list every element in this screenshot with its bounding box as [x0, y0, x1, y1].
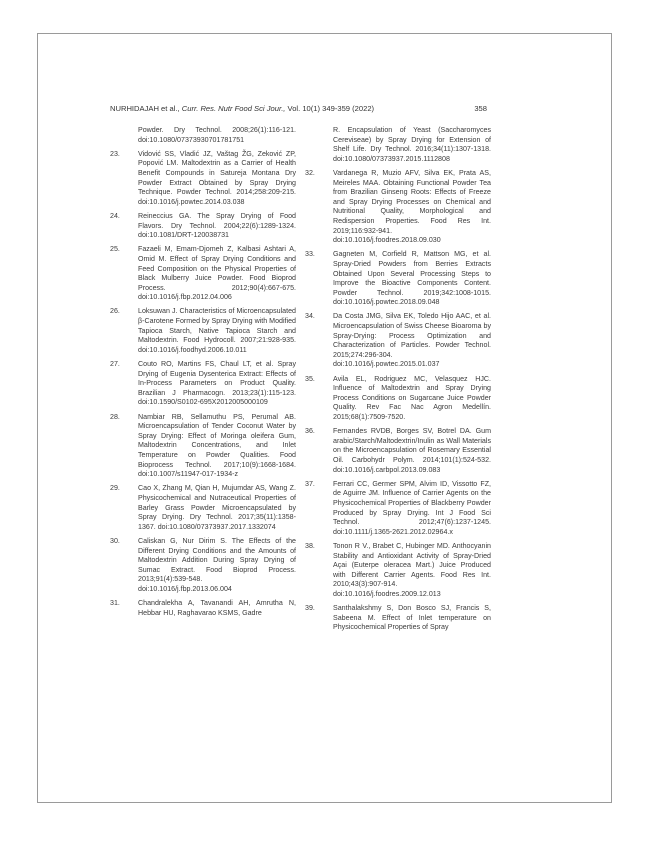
reference-item: [305, 126, 491, 164]
running-header: [110, 104, 487, 114]
reference-number: 26.: [110, 307, 120, 316]
reference-item: [110, 413, 296, 480]
reference-text: Loksuwan J. Characteristics of Microencapsulated β-Carotene Formed by Spray Drying with Modified Tapioca Starch, Native Tapioca Starch and Maltodextrin. Food Hydrocoll. 2007;21:928-935. doi:10.1016/j.foodhyd.2006.10.011: [138, 307, 296, 354]
reference-item: [305, 480, 491, 538]
reference-number: 27.: [110, 360, 120, 369]
reference-number: 39.: [305, 604, 315, 613]
reference-item: [110, 245, 296, 303]
reference-text: Santhalakshmy S, Don Bosco SJ, Francis S, Sabeena M. Effect of Inlet temperature on Physicochemical Properties of Spray: [333, 604, 491, 632]
reference-item: [110, 212, 296, 241]
reference-text: Reineccius GA. The Spray Drying of Food Flavors. Dry Technol. 2004;22(6):1289-1324. doi:10.1081/DRT-120038731: [138, 211, 296, 240]
reference-item: [305, 604, 491, 633]
reference-text: Caliskan G, Nur Dirim S. The Effects of the Different Drying Conditions and the Amounts of Maltodextrin Addition During Spray Drying of Sumac Extract. Food Bioprod Process. 2013;91(4):539-548. doi:10.1016/j.fbp.2013.06.004: [138, 536, 296, 593]
reference-number: 33.: [305, 250, 315, 259]
reference-item: [110, 150, 296, 208]
reference-number: 23.: [110, 149, 120, 158]
reference-item: [110, 484, 296, 532]
reference-text: Da Costa JMG, Silva EK, Toledo Hijo AAC, et al. Microencapsulation of Swiss Cheese Bioaroma by Spray-Drying: Process Optimization and Characterization of Particles. Powder Technol. 2015;274:296-304. doi:10.1016/j.powtec.2015.01.037: [333, 312, 491, 369]
reference-item: [110, 307, 296, 355]
reference-item: [110, 360, 296, 408]
reference-item: [305, 169, 491, 246]
reference-number: 30.: [110, 536, 120, 545]
header-journal: Curr. Res. Nutr Food Sci Jour.,: [181, 104, 286, 113]
reference-item: [305, 312, 491, 370]
page-number: 358: [474, 104, 487, 113]
reference-number: 32.: [305, 168, 315, 177]
reference-item: [110, 599, 296, 618]
reference-text: Chandralekha A, Tavanandi AH, Amrutha N, Hebbar HU, Raghavarao KSMS, Gadre: [138, 599, 296, 617]
reference-number: 25.: [110, 245, 120, 254]
reference-text: Couto RO, Martins FS, Chaul LT, et al. Spray Drying of Eugenia Dysenterica Extract: Effects of In-Process Parameters on Product Quality. Brazilian J Pharmacogn. 2013;23(1):115-123. doi:10.1590/S0102-695X2012005000109: [138, 360, 296, 407]
reference-item: [110, 537, 296, 595]
reference-text: Cao X, Zhang M, Qian H, Mujumdar AS, Wang Z. Physicochemical and Nutraceutical Properties of Barley Grass Powder Microencapsulated by Spray Drying. Dry Technol. 2017;35(11):1358-1367. doi:10.1080/07373937.2017.1332074: [138, 484, 296, 531]
reference-text: Fernandes RVDB, Borges SV, Botrel DA. Gum arabic/Starch/Maltodextrin/Inulin as Wall Materials on the Microencapsulation of Rosemary Essential Oil. Carbohydr Polym. 2014;101(1):524-532. doi:10.1016/j.carbpol.2013.09.083: [333, 427, 491, 474]
reference-text: Avila EL, Rodriguez MC, Velasquez HJC. Influence of Maltodextrin and Spray Drying Process Conditions on Sugarcane Juice Powder Quality. Rev Fac Nac Agron Medellín. 2015;68(1):7509-7520.: [333, 374, 491, 421]
reference-text: Vidović SS, Vladić JZ, Vaštag ŽG, Zeković ZP, Popović LM. Maltodextrin as a Carrier of Health Benefit Compounds in Satureja Montana Dry Powder Extract Obtained by Spray Drying Technique. Powder Technol. 2014;258:209-215. doi:10.1016/j.powtec.2014.03.038: [138, 149, 296, 206]
reference-text: Powder. Dry Technol. 2008;26(1):116-121. doi:10.1080/07373930701781751: [138, 126, 296, 144]
reference-number: 28.: [110, 412, 120, 421]
reference-number: 36.: [305, 427, 315, 436]
header-authors: NURHIDAJAH et al.,: [110, 104, 180, 113]
reference-item: [110, 126, 296, 145]
reference-item: [305, 375, 491, 423]
reference-number: 34.: [305, 312, 315, 321]
reference-number: 37.: [305, 479, 315, 488]
references-left-column: [110, 126, 296, 623]
reference-number: 38.: [305, 541, 315, 550]
reference-text: Tonon R V., Brabet C, Hubinger MD. Anthocyanin Stability and Antioxidant Activity of Spray-Dried Açai (Euterpe oleracea Mart.) Juice Produced with Different Carrier Agents. Food Res Int. 2010;43(3):907-914. doi:10.1016/j.foodres.2009.12.013: [333, 541, 491, 598]
references-right-column: [305, 126, 491, 637]
reference-text: Nambiar RB, Sellamuthu PS, Perumal AB. Microencapsulation of Tender Coconut Water by Spray Drying: Effect of Moringa oleifera Gum, Maltodextrin Concentrations, and Inlet Temperature on Powder Qualities. Food Bioprocess Technol. 2017;10(9):1668-1684. doi:10.1007/s11947-017-1934-z: [138, 412, 296, 479]
reference-text: Vardanega R, Muzio AFV, Silva EK, Prata AS, Meireles MAA. Obtaining Functional Powder Tea from Brazilian Ginseng Roots: Effects of Freeze and Spray Drying Processes on Chemical and Nutritional Quality, Morphological and Redispersion Properties. Food Res Int. 2019;116:932-941. doi:10.1016/j.foodres.2018.09.030: [333, 168, 491, 245]
reference-item: [305, 542, 491, 600]
reference-text: Fazaeli M, Emam-Djomeh Z, Kalbasi Ashtari A, Omid M. Effect of Spray Drying Conditions and Feed Composition on the Physical Properties of Black Mulberry Juice Powder. Food Bioprod Process. 2012;90(4):667-675. doi:10.1016/j.fbp.2012.04.006: [138, 245, 296, 302]
reference-text: R. Encapsulation of Yeast (Saccharomyces Cereviseae) by Spray Drying for Extension of Shelf Life. Dry Technol. 2016;34(11):1307-1318. doi:10.1080/07373937.2015.1112808: [333, 126, 491, 163]
reference-item: [305, 250, 491, 308]
reference-number: 31.: [110, 599, 120, 608]
running-header-citation: [110, 104, 374, 114]
reference-number: 35.: [305, 374, 315, 383]
reference-text: Gagneten M, Corfield R, Mattson MG, et al. Spray-Dried Powders from Berries Extracts Obtained Upon Several Processing Steps to Improve the Bioactive Components Content. Powder Technol. 2019;342:1008-1015. doi:10.1016/j.powtec.2018.09.048: [333, 250, 491, 307]
header-volume: Vol. 10(1) 349-359 (2022): [287, 104, 375, 113]
reference-text: Ferrari CC, Germer SPM, Alvim ID, Vissotto FZ, de Aguirre JM. Influence of Carrier Agents on the Physicochemical Properties of Blackberry Powder Produced by Spray Drying. Int J Food Sci Technol. 2012;47(6):1237-1245. doi:10.1111/j.1365-2621.2012.02964.x: [333, 479, 491, 536]
reference-number: 29.: [110, 484, 120, 493]
reference-number: 24.: [110, 211, 120, 220]
reference-item: [305, 427, 491, 475]
